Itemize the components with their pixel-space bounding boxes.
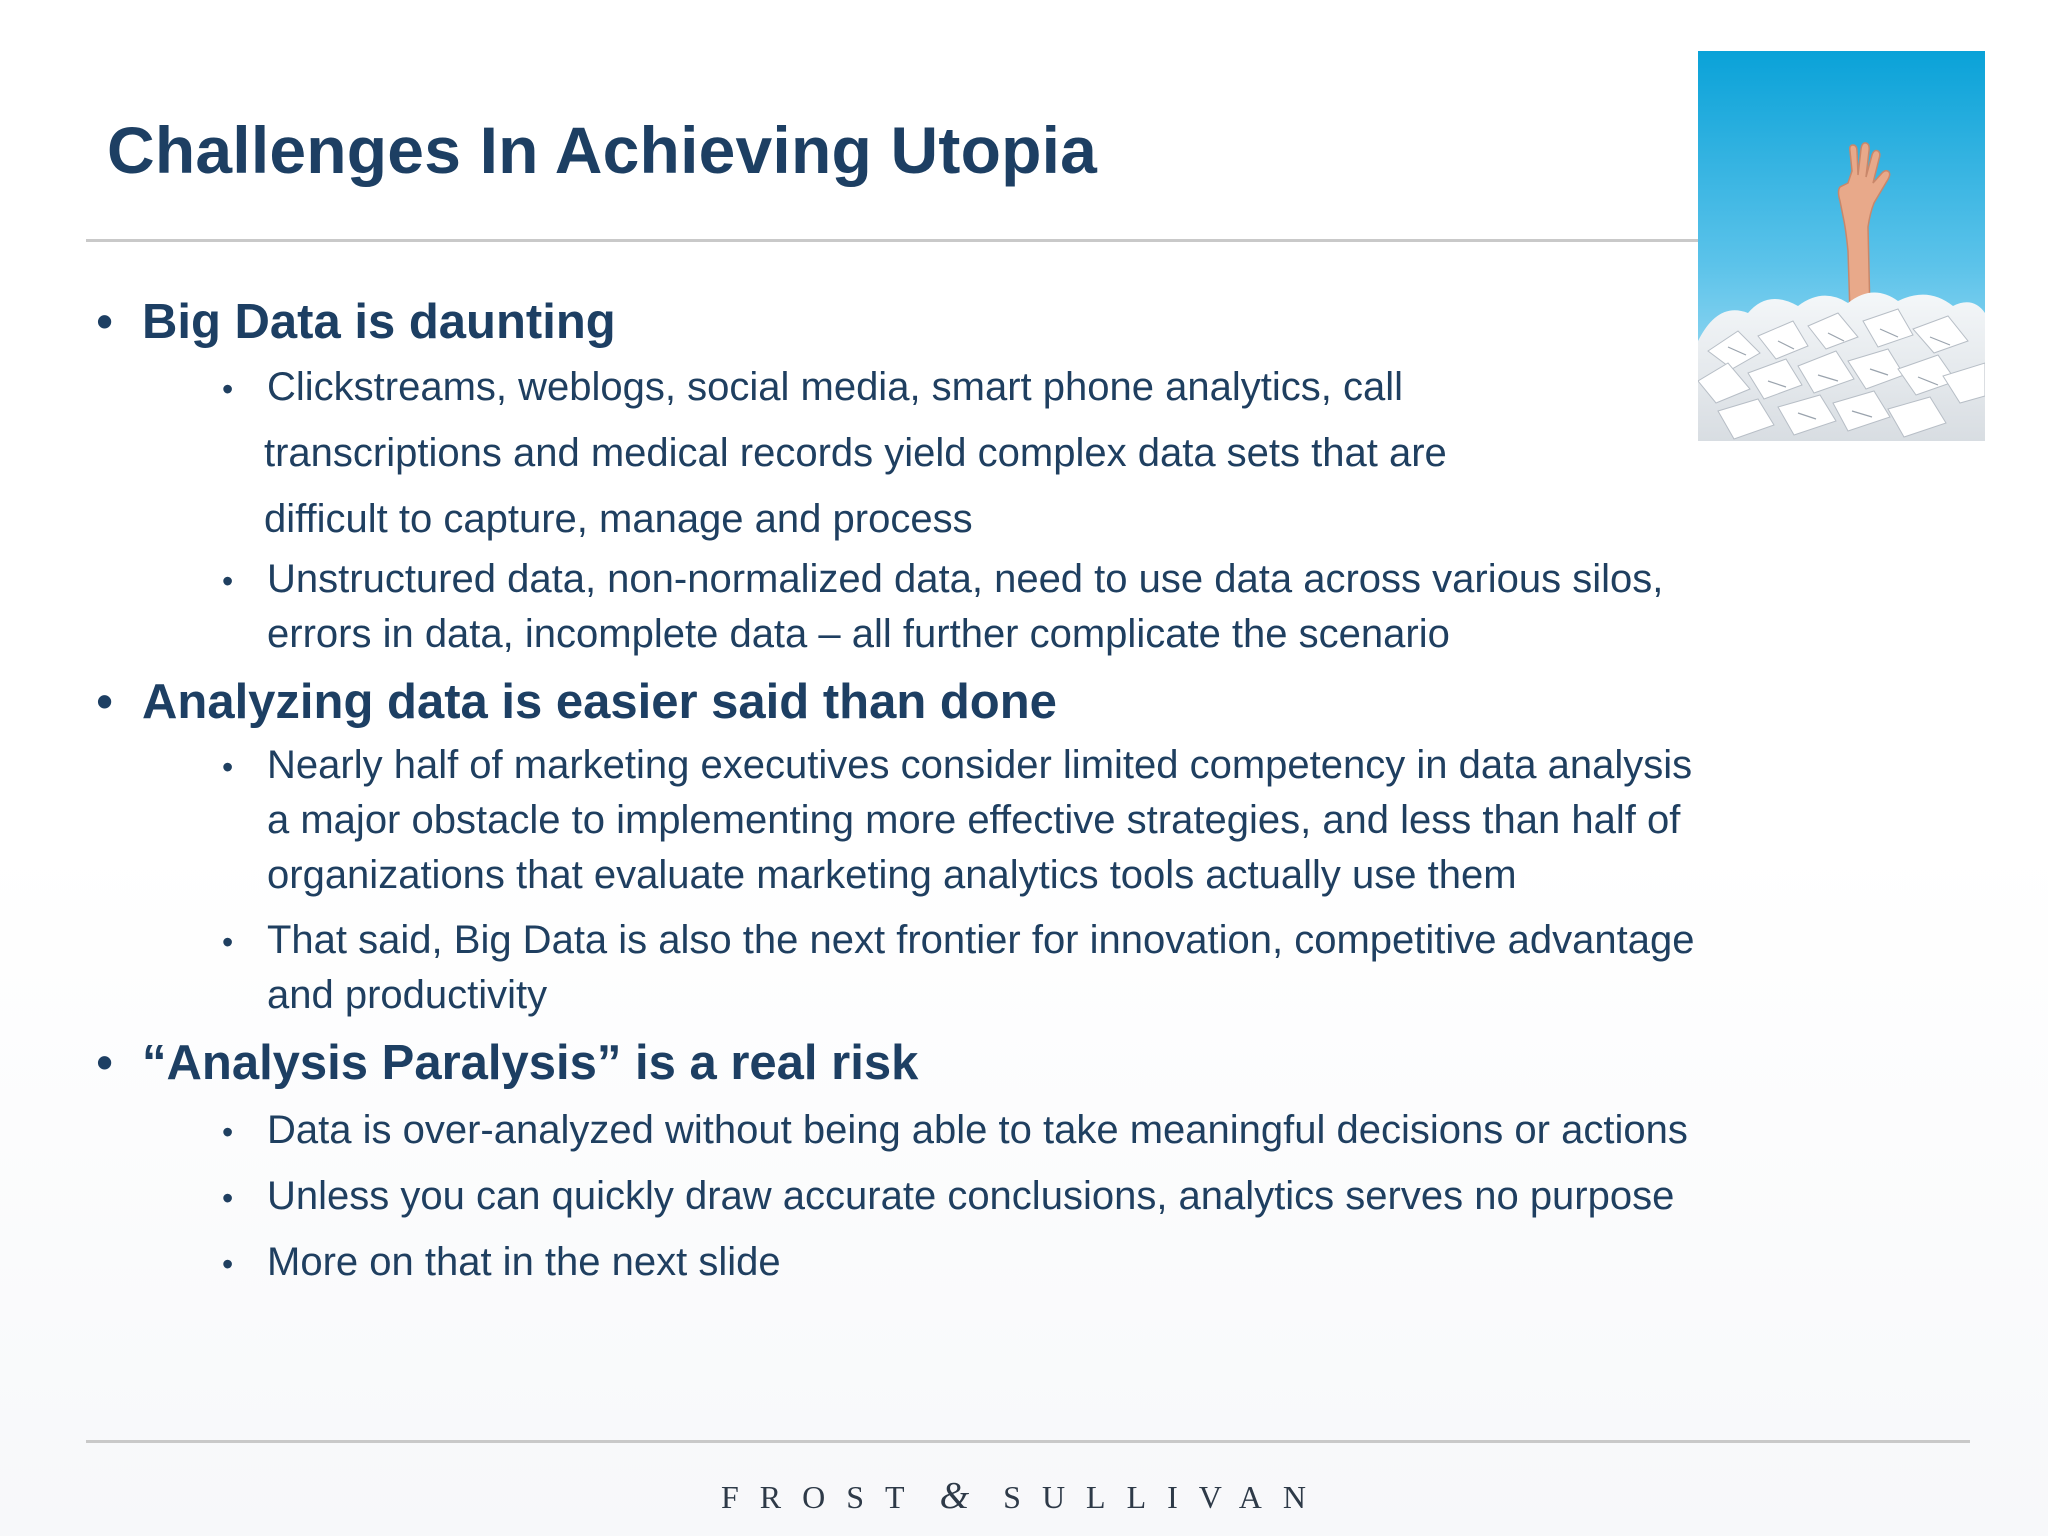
- text-line: Data is over-analyzed without being able to take meaningful decisions or actions: [267, 1108, 1688, 1152]
- slide-title: Challenges In Achieving Utopia: [107, 113, 1098, 187]
- bullet-analyzing-data: [96, 670, 1976, 734]
- logo-ampersand: &: [939, 1475, 970, 1517]
- bullet-heading: Analyzing data is easier said than done: [142, 675, 1057, 729]
- sub-bullet-marker: •: [222, 371, 234, 407]
- slide-body: [96, 290, 1976, 1295]
- bullet-marker: •: [96, 1036, 114, 1090]
- text-line: Clickstreams, weblogs, social media, smart phone analytics, call: [267, 365, 1403, 409]
- sub-bullet-marker: •: [222, 1246, 234, 1282]
- sub-bullet-unstructured-data: [222, 552, 1976, 662]
- logo-word-sullivan: SULLIVAN: [1003, 1479, 1327, 1515]
- title-divider: [86, 239, 1704, 242]
- text-line: organizations that evaluate marketing analytics tools actually use them: [267, 853, 1517, 897]
- text-line: Unstructured data, non-normalized data, need to use data across various silos,: [267, 557, 1664, 601]
- sub-bullet-next-slide: [222, 1229, 1976, 1295]
- bullet-heading: “Analysis Paralysis” is a real risk: [142, 1036, 919, 1090]
- text-line: errors in data, incomplete data – all further complicate the scenario: [267, 612, 1450, 656]
- bullet-heading: Big Data is daunting: [142, 295, 616, 349]
- sub-bullet-over-analyzed: [222, 1097, 1976, 1163]
- text-line: a major obstacle to implementing more effective strategies, and less than half of: [267, 798, 1681, 842]
- text-line: transcriptions and medical records yield complex data sets that are: [264, 431, 1447, 475]
- logo-word-frost: FROST: [720, 1479, 926, 1515]
- bullet-big-data-daunting: [96, 290, 1976, 354]
- sub-bullet-marker: •: [222, 749, 234, 785]
- text-line: That said, Big Data is also the next frontier for innovation, competitive advantage: [267, 918, 1695, 962]
- sub-bullet-marker: •: [222, 1114, 234, 1150]
- sub-bullet-next-frontier: [222, 913, 1976, 1023]
- text-line: Unless you can quickly draw accurate conclusions, analytics serves no purpose: [267, 1174, 1675, 1218]
- frost-sullivan-logo: [0, 1474, 2048, 1518]
- footer-divider: [86, 1440, 1970, 1443]
- text-line: Nearly half of marketing executives consider limited competency in data analysis: [267, 743, 1693, 787]
- sub-bullet-marketing-executives: [222, 738, 1976, 903]
- bullet-analysis-paralysis: [96, 1031, 1976, 1095]
- sub-bullet-marker: •: [222, 1180, 234, 1216]
- sub-bullet-marker: •: [222, 924, 234, 960]
- sub-bullet-data-sources: [222, 354, 1976, 552]
- text-line: difficult to capture, manage and process: [264, 497, 973, 541]
- bullet-marker: •: [96, 675, 114, 729]
- sub-bullet-marker: •: [222, 563, 234, 599]
- text-line: and productivity: [267, 973, 548, 1017]
- text-line: More on that in the next slide: [267, 1240, 781, 1284]
- sub-bullet-accurate-conclusions: [222, 1163, 1976, 1229]
- bullet-marker: •: [96, 295, 114, 349]
